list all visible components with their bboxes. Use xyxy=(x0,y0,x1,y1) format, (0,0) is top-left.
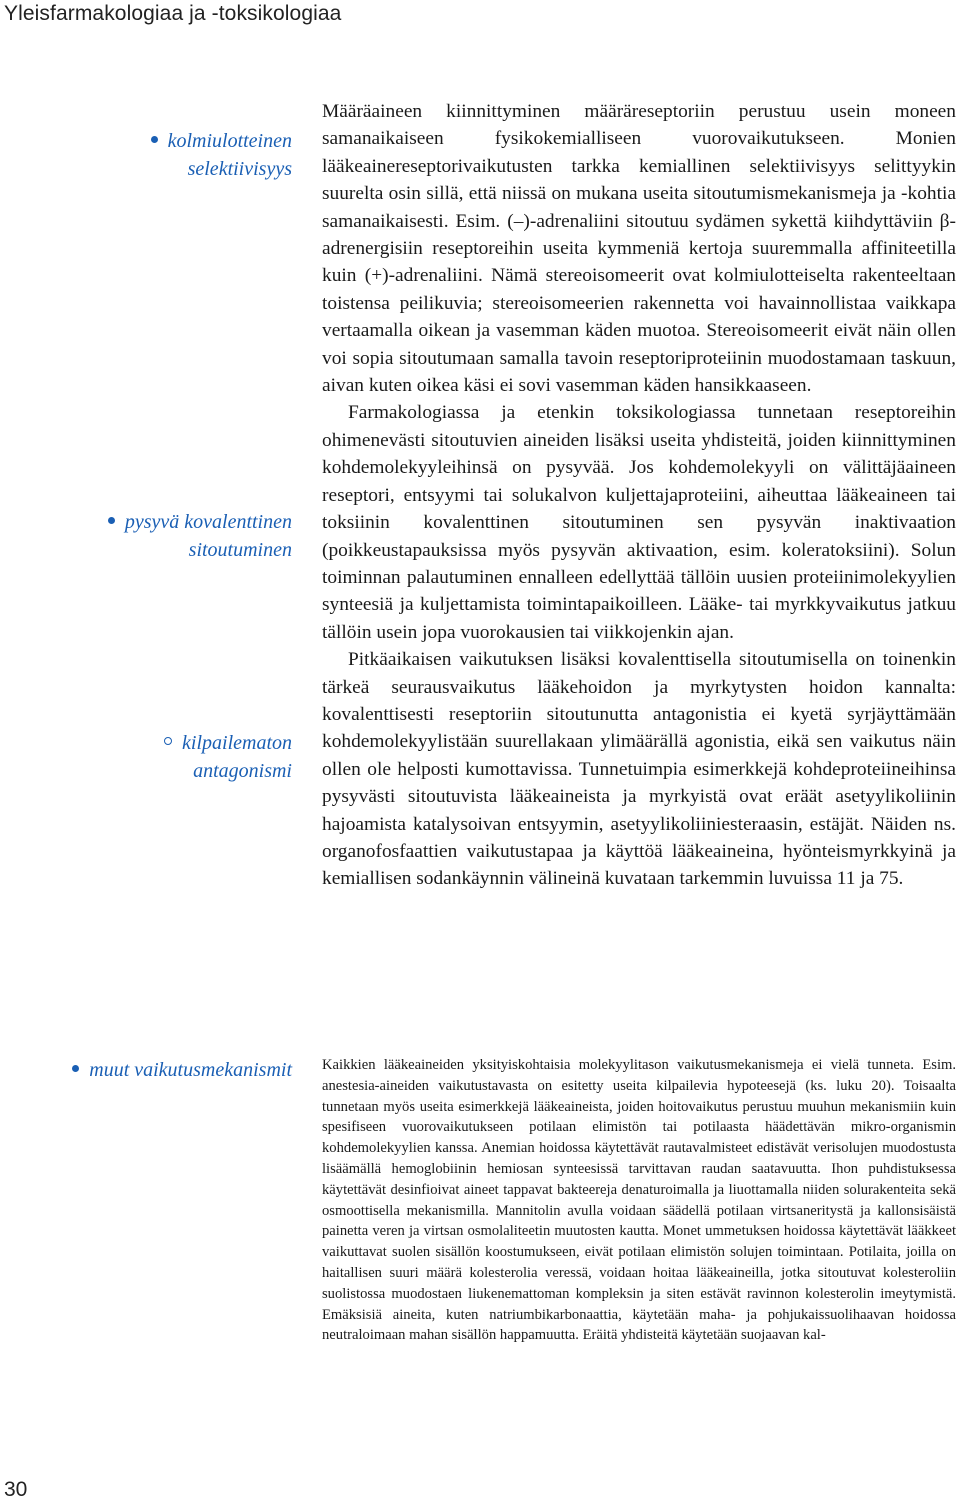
margin-note-pysyva xyxy=(108,508,292,564)
margin-note-text: pysyvä kovalenttinen xyxy=(124,511,292,533)
margin-note-line xyxy=(108,508,292,536)
running-header: Yleisfarmakologiaa ja -toksikologiaa xyxy=(4,2,342,25)
margin-note-line: selektiivisyys xyxy=(187,158,292,180)
margin-note-line: antagonismi xyxy=(193,760,292,782)
page-number: 30 xyxy=(4,1478,28,1501)
small-print-section xyxy=(322,1055,956,1346)
small-print-paragraph: Kaikkien lääkeaineiden yksityiskohtaisia molekyylitason vaikutusmekanismeja ei vielä tunneta. Esim. anestesia-aineiden vaikutustavasta on esitetty useita kilpailevia hypoteesejä (ks. luku 20). Toisaalta tunnetaan myös useita esimerkkejä lääkeaineista, joiden hoitovaikutus perustuu muuhun mekanismiin kuin spesifiseen vuorovaikutukseen potilaan elimistön tai potilaasta häädettävän mikro-organismin kohdemolekyylien kanssa. Anemian hoidossa käytettävät rautavalmisteet edistävät verisolujen muodostusta lisäämällä hemoglobiinin hemiosan synteesissä tarvittavan raudan saatavuutta. Ihon puhdistuksessa käytettävät desinfioivat aineet tappavat bakteereja denaturoimalla ja liuottamalla niiden solurakenteita sekä osmoottisella mekanismilla. Mannitolin avulla voidaan säädellä potilaan virtsaneritystä ja kallonsisäistä painetta veren ja virtsan osmolaliteetin muutosten kautta. Monet ummetuksen hoidossa käytettävät lääkkeet vaikuttavat suolen sisällön koostumukseen, eivät potilaan elimistön solujen toimintaan. Potilaita, joilla on haitallisen suuri määrä kolesterolia veressä, voidaan hoitaa lääkeaineilla, jotka sitoutuvat kolesteroliin suolistossa muodostaen liukenemattoman kompleksin ja siten estävät ravinnon kolesterolin imeytymistä. Emäksisiä aineita, kuten natriumbikarbonaattia, käytetään maha- ja pohjukaissuolihaavan hoidossa neutraloimaan mahan sisällön happamuutta. Eräitä yhdisteitä käytetään suojaavan kal- xyxy=(322,1057,956,1344)
body-paragraph-3: Pitkäaikaisen vaikutuksen lisäksi kovalenttisella sitoutumisella on toinenkin tärkeä seurausvaikutus lääkehoidon ja myrkytysten hoidon kannalta: kovalenttisesti reseptoriin sitoutunutta antagonistia ei kyetä syrjäyttämään kohdemolekyylistään suurellakaan ylimäärällä agonistia, eikä sen vaikutus näin ollen ole helposti kumottavissa. Tunnetuimpia esimerkkejä kohdeproteiineihinsa pysyvästi sitoutuvista lääkeaineista ja myrkyistä ovat eräät asetyylikoliinin hajoamista katalysoivan entsyymin, asetyylikoliiniesteraasin, estäjät. Näiden ns. organofosfaattien vaikutustapaa ja käyttöä lääkeaineina, hyönteismyrkkyinä ja kemiallisen sodankäynnin välineinä kuvataan tarkemmin luvuissa 11 ja 75. xyxy=(322,649,956,890)
margin-note-line xyxy=(164,729,292,757)
margin-note-line: sitoutuminen xyxy=(188,539,292,561)
margin-note-text: muut vaikutusmekanismit xyxy=(89,1059,292,1081)
body-paragraph-1: Määräaineen kiinnittyminen määräreseptoriin perustuu usein moneen samanaikaiseen fysikokemialliseen vuorovaikutukseen. Monien lääkeainereseptorivaikutusten tarkka kemiallinen selektiivisyys selittyykin suurelta osin sillä, että niissä on mukana useita sitoutumismekanismeja ja -kohtia samanaikaisesti. Esim. (–)-adrenaliini sitoutuu sydämen sykettä kiihdyttäviin β-adrenergisiin reseptoreihin useita kymmeniä kertoja suuremmalla affiniteetilla kuin (+)-adrenaliini. Nämä stereoisomeerit ovat kolmiulotteiselta rakenteeltaan toistensa peilikuvia; stereoisomeerien rakennetta voi havainnollistaa vaikkapa vertaamalla oikean ja vasemman käden muotoa. Stereoisomeerit eivät näin ollen voi sopia sitoutumaan samalla tavoin reseptoriproteiinin muodostamaan taskuun, aivan kuten oikea käsi ei sovi vasemman käden hansikkaaseen. xyxy=(322,101,956,397)
margin-note-line xyxy=(72,1056,292,1084)
bullet-icon xyxy=(108,508,115,536)
margin-note-kolmiulotteinen xyxy=(151,127,292,183)
margin-note-text: kolmiulotteinen xyxy=(167,130,292,152)
bullet-icon xyxy=(72,1056,79,1084)
margin-note-text: kilpailematon xyxy=(182,732,292,754)
margin-note-kilpailematon xyxy=(164,729,292,785)
body-paragraph-2: Farmakologiassa ja etenkin toksikologiassa tunnetaan reseptoreihin ohimenevästi sitoutuvien aineiden lisäksi useita yhdisteitä, joiden kiinnittyminen kohdemolekyyleihinsä on pysyvää. Jos kohdemolekyyli on välittäjäaineen reseptori, entsyymi tai solukalvon kuljettajaproteiini, aiheuttaa lääkeaineen tai toksiinin kovalenttinen sitoutuminen sen pysyvän inaktivaation (poikkeustapauksissa myös pysyvän aktivaation, esim. koleratoksiini). Solun toiminnan palautuminen ennalleen edellyttää tällöin uusien proteiinimolekyylien synteesiä ja kuljettamista toimintapaikoilleen. Lääke- tai myrkkyvaikutus jatkuu tällöin usein jopa vuorokausien tai viikkojenkin ajan. xyxy=(322,402,956,643)
main-body-text xyxy=(322,98,956,893)
margin-note-line xyxy=(151,127,292,155)
hollow-bullet-icon xyxy=(164,729,172,757)
margin-note-muut xyxy=(72,1056,292,1084)
bullet-icon xyxy=(151,127,158,155)
